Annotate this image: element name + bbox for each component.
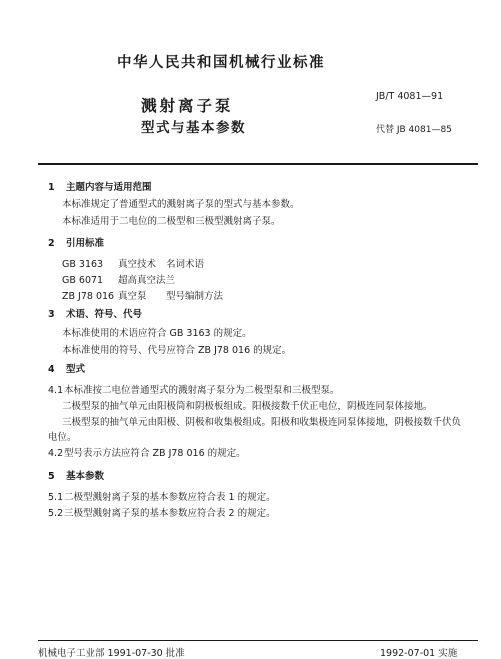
reference-title: 真空技术 [118,259,157,270]
clause-4-2 [48,445,246,459]
document-title: 溅射离子泵 [141,97,234,115]
section-2-heading [48,235,104,249]
section-title: 术语、符号、代号 [66,309,143,320]
paragraph: 三极型泵的抽气单元由阳极、阴极和收集极组成。阳极和收集极连同泵体接地，阴极接数千伏负 [62,417,462,428]
paragraph: 本标准使用的术语应符合 GB 3163 的规定。 [62,328,252,339]
clause-text: 三极型溅射离子泵的基本参数应符合表 2 的规定。 [64,508,276,519]
header-rule [38,163,478,165]
section-4-heading [48,361,85,375]
section-5-heading [48,468,104,482]
section-title: 主题内容与适用范围 [66,182,152,193]
reference-title: 超高真空法兰 [118,275,176,286]
reference-code: GB 3163 [62,259,104,270]
reference-code: ZB J78 016 [62,291,115,302]
paragraph: 二极型泵的抽气单元由阳极筒和阴极板组成。阳极接数千伏正电位，阴极连同泵体接地。 [62,401,433,412]
reference-item [62,256,204,270]
clause-number: 5.1 [48,492,64,503]
reference-title: 真空泵 [118,291,147,302]
clause-text: 型号表示方法应符合 ZB J78 016 的规定。 [64,448,246,459]
ministry-header: 中华人民共和国机械行业标准 [117,55,325,71]
paragraph: 电位。 [48,432,77,443]
clause-number: 5.2 [48,508,64,519]
clause-5-1 [48,489,276,503]
paragraph: 本标准使用的符号、代号应符合 ZB J78 016 的规定。 [62,345,292,356]
footer-rule [38,640,478,641]
clause-text: 本标准按二电位普通型式的溅射离子泵分为二极型泵和三极型泵。 [64,385,340,396]
paragraph: 本标准适用于二电位的二极型和三极型溅射离子泵。 [62,216,281,227]
paragraph: 本标准规定了普通型式的溅射离子泵的型式与基本参数。 [62,199,300,210]
section-3-heading [48,306,142,320]
section-1-heading [48,179,152,193]
section-number: 2 [48,238,55,249]
section-title: 型式 [66,364,86,375]
section-title: 基本参数 [66,471,105,482]
reference-title: 型号编制方法 [166,291,224,302]
section-number: 1 [48,182,55,193]
clause-5-2 [48,505,276,519]
section-number: 4 [48,364,55,375]
reference-item [62,272,176,286]
clause-text: 二极型溅射离子泵的基本参数应符合表 1 的规定。 [64,492,276,503]
reference-item [62,288,223,302]
reference-code: GB 6071 [62,275,104,286]
replaces-standard: 代替 JB 4081—85 [376,125,452,135]
section-number: 5 [48,471,55,482]
section-number: 3 [48,309,55,320]
clause-4-1 [48,382,340,396]
clause-number: 4.1 [48,385,64,396]
document-subtitle: 型式与基本参数 [141,120,246,136]
section-title: 引用标准 [66,238,105,249]
approval-date: 机械电子工业部 1991-07-30 批准 [38,648,185,659]
implementation-date: 1992-07-01 实施 [380,648,458,659]
clause-number: 4.2 [48,448,64,459]
reference-title: 名词术语 [166,259,205,270]
standard-number: JB/T 4081—91 [376,91,444,102]
